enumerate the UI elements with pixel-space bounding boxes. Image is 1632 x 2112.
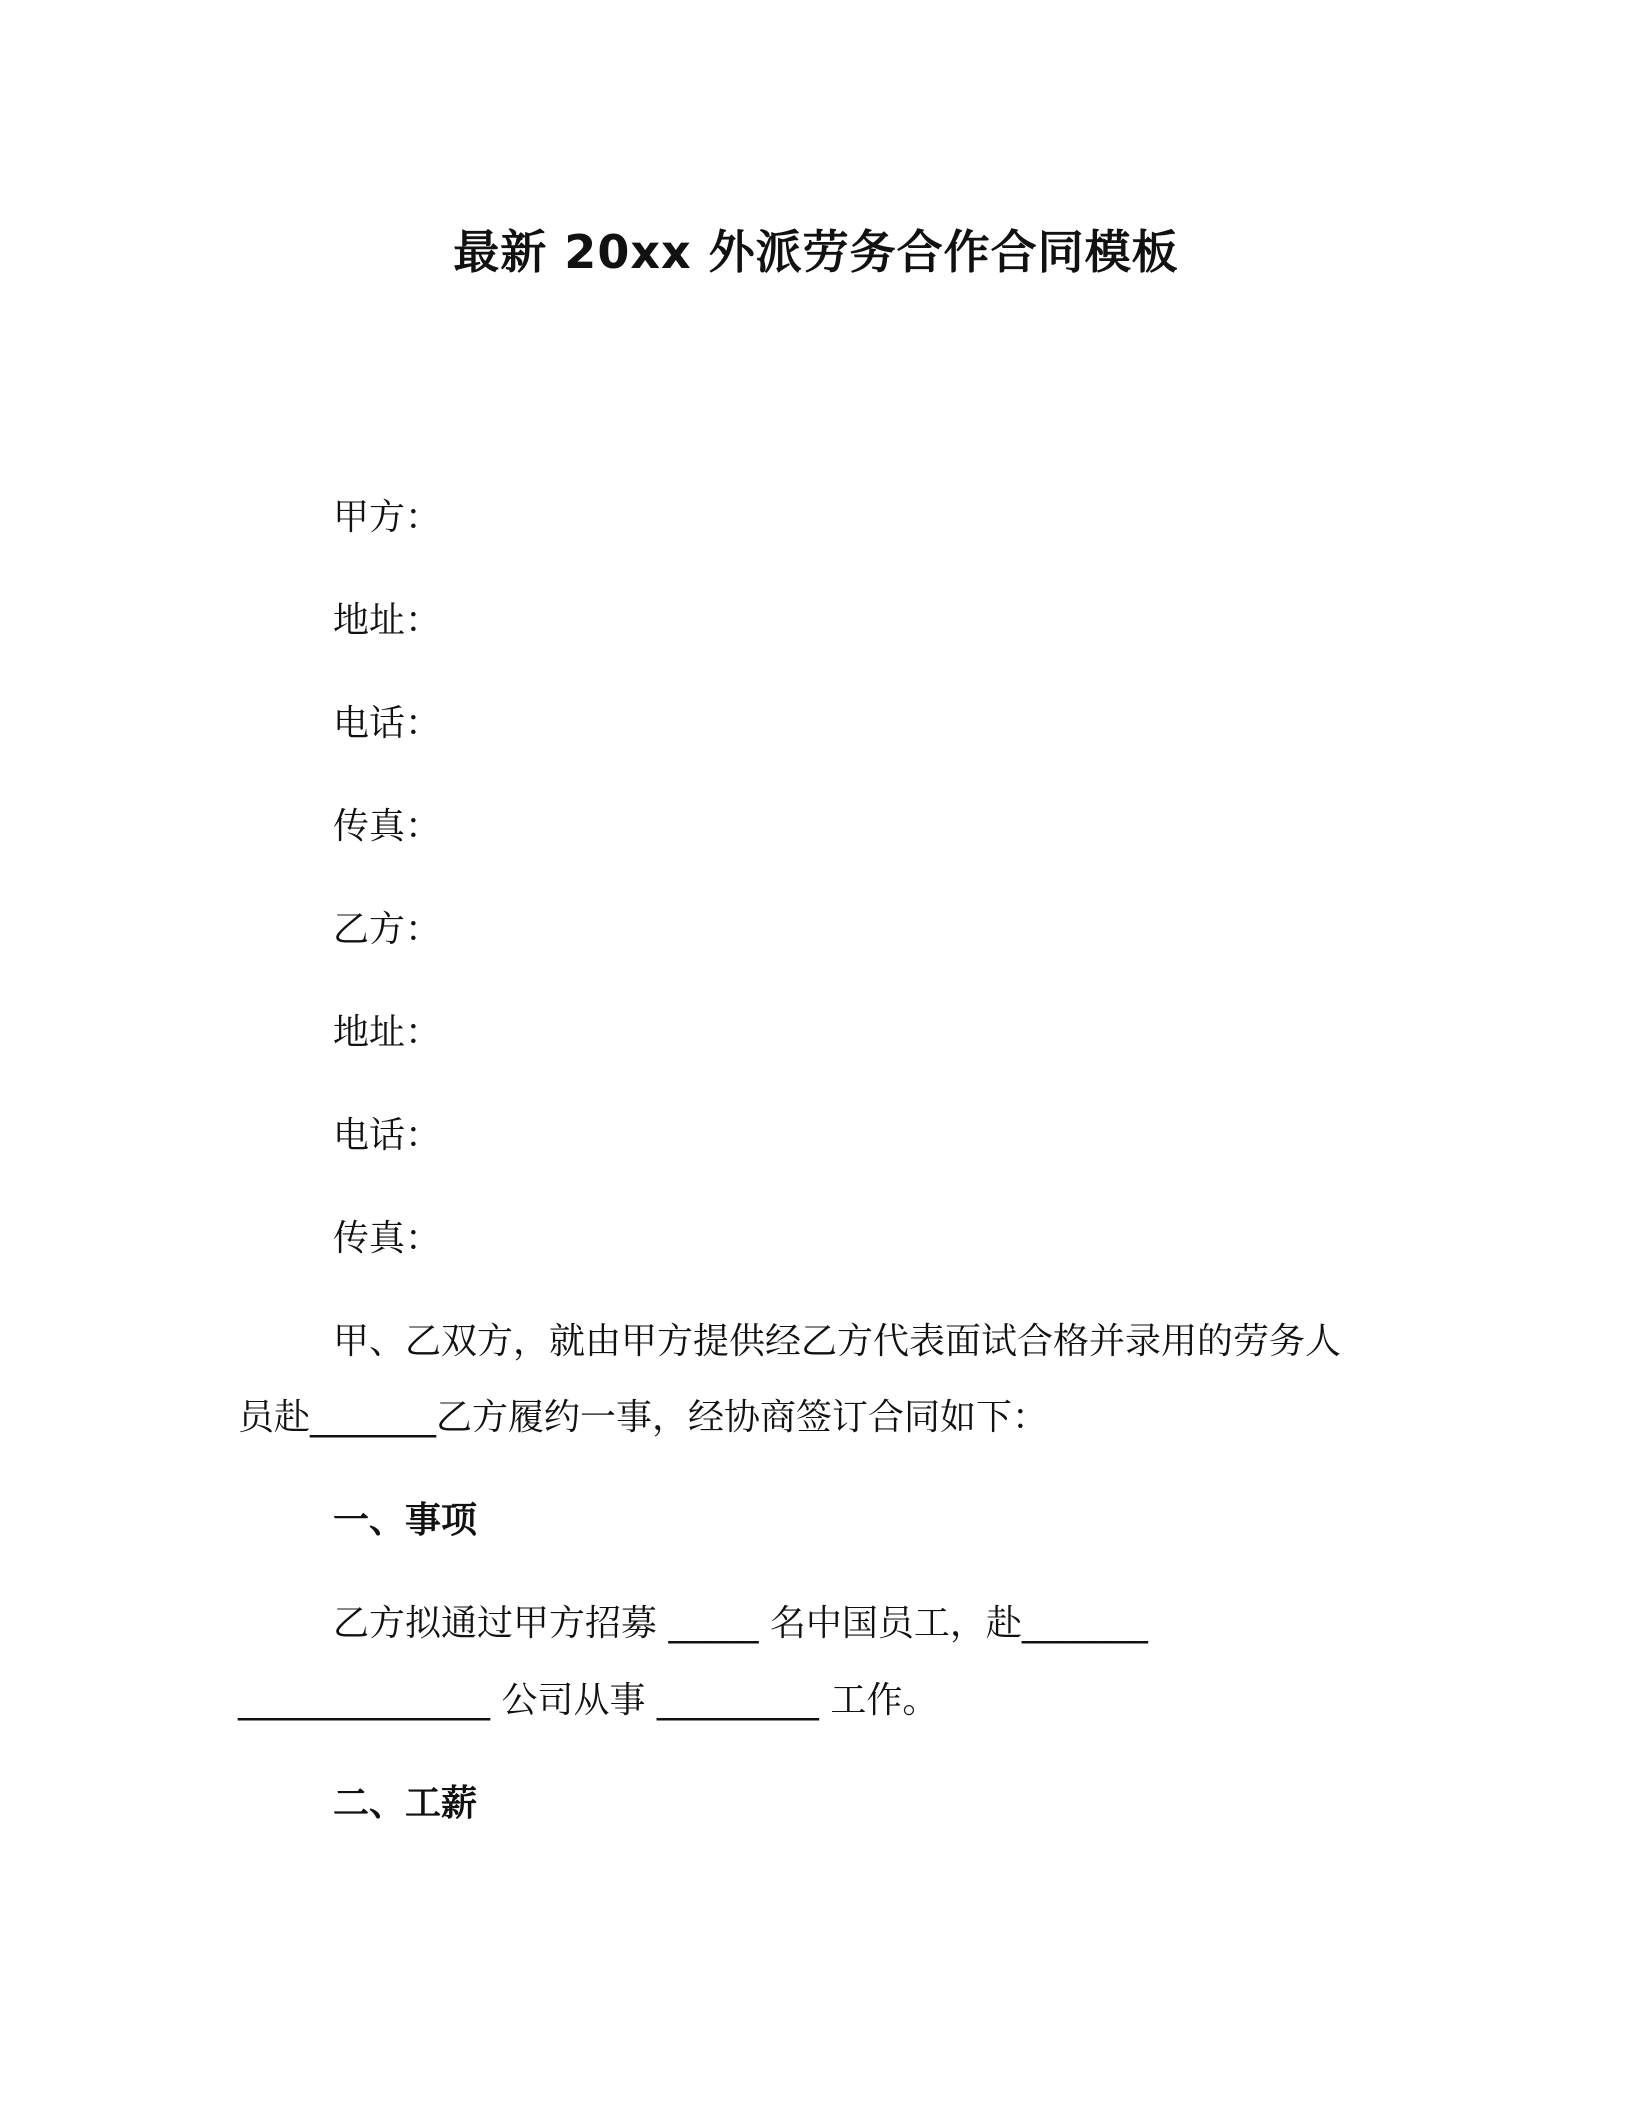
party-a-phone-label: 电话： <box>333 703 442 744</box>
section-1-line-2: ______________ 公司从事 _________ 工作。 <box>238 1680 939 1721</box>
party-b-name-label: 乙方： <box>333 909 442 950</box>
party-a-name-label: 甲方： <box>333 497 442 538</box>
intro-line-2: 员赴_______乙方履约一事，经协商签订合同如下： <box>238 1397 1049 1438</box>
party-a-address-label: 地址： <box>333 600 442 641</box>
party-b-fax-label: 传真： <box>333 1218 442 1259</box>
section-2-heading: 二、工薪 <box>333 1783 478 1824</box>
party-b-phone-label: 电话： <box>333 1115 442 1156</box>
intro-line-1: 甲、乙双方，就由甲方提供经乙方代表面试合格并录用的劳务人 <box>333 1321 1342 1362</box>
party-a-fax-label: 传真： <box>333 806 442 847</box>
section-1-line-1: 乙方拟通过甲方招募 _____ 名中国员工，赴_______ <box>333 1603 1148 1644</box>
party-b-address-label: 地址： <box>333 1012 442 1053</box>
section-1-heading: 一、事项 <box>333 1500 478 1541</box>
document-title: 最新 20xx 外派劳务合作合同模板 <box>453 225 1179 279</box>
